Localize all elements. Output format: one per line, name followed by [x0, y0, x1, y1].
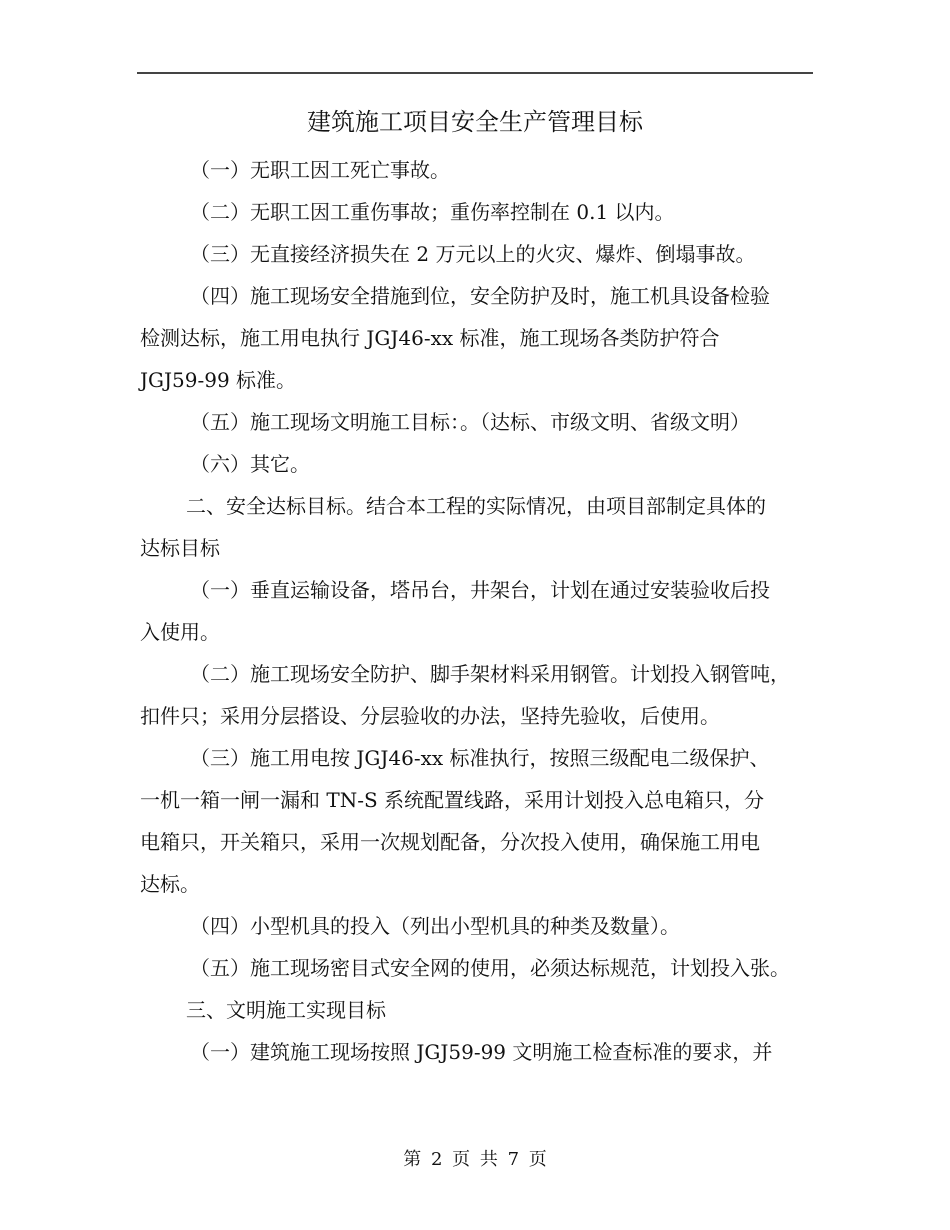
text-line: （四）施工现场安全措施到位，安全防护及时，施工机具设备检验 — [190, 284, 770, 308]
text-line: 三、文明施工实现目标 — [186, 998, 386, 1022]
text-line: 达标目标 — [140, 536, 220, 560]
text-line: 检测达标，施工用电执行 JGJ46-xx 标准，施工现场各类防护符合 — [140, 326, 720, 350]
text-line: （三）无直接经济损失在 2 万元以上的火灾、爆炸、倒塌事故。 — [190, 242, 756, 266]
document-title: 建筑施工项目安全生产管理目标 — [307, 108, 643, 136]
text-line: （六）其它。 — [190, 452, 310, 476]
text-line: （四）小型机具的投入（列出小型机具的种类及数量）。 — [190, 914, 680, 938]
page-number-footer: 第 2 页 共 7 页 — [403, 1149, 547, 1170]
text-line: （五）施工现场文明施工目标：。（达标、市级文明、省级文明） — [190, 410, 750, 434]
text-line: 二、安全达标目标。结合本工程的实际情况，由项目部制定具体的 — [186, 494, 766, 518]
text-line: （五）施工现场密目式安全网的使用，必须达标规范，计划投入张。 — [190, 956, 790, 980]
text-line: 一机一箱一闸一漏和 TN-S 系统配置线路，采用计划投入总电箱只，分 — [140, 788, 765, 812]
text-line: 电箱只，开关箱只，采用一次规划配备，分次投入使用，确保施工用电 — [140, 830, 760, 854]
header-rule — [137, 72, 813, 74]
text-line: （一）无职工因工死亡事故。 — [190, 158, 450, 182]
text-line: 入使用。 — [140, 620, 220, 644]
text-line: （二）无职工因工重伤事故；重伤率控制在 0.1 以内。 — [190, 200, 675, 224]
text-line: JGJ59-99 标准。 — [140, 368, 297, 392]
text-line: （二）施工现场安全防护、脚手架材料采用钢管。计划投入钢管吨， — [190, 662, 790, 686]
text-line: （一）垂直运输设备，塔吊台，井架台，计划在通过安装验收后投 — [190, 578, 770, 602]
text-line: 达标。 — [140, 872, 200, 896]
text-line: （一）建筑施工现场按照 JGJ59-99 文明施工检查标准的要求，并 — [190, 1040, 773, 1064]
document-body — [140, 149, 815, 1073]
text-line: （三）施工用电按 JGJ46-xx 标准执行，按照三级配电二级保护、 — [190, 746, 770, 770]
text-line: 扣件只；采用分层搭设、分层验收的办法，坚持先验收，后使用。 — [140, 704, 720, 728]
